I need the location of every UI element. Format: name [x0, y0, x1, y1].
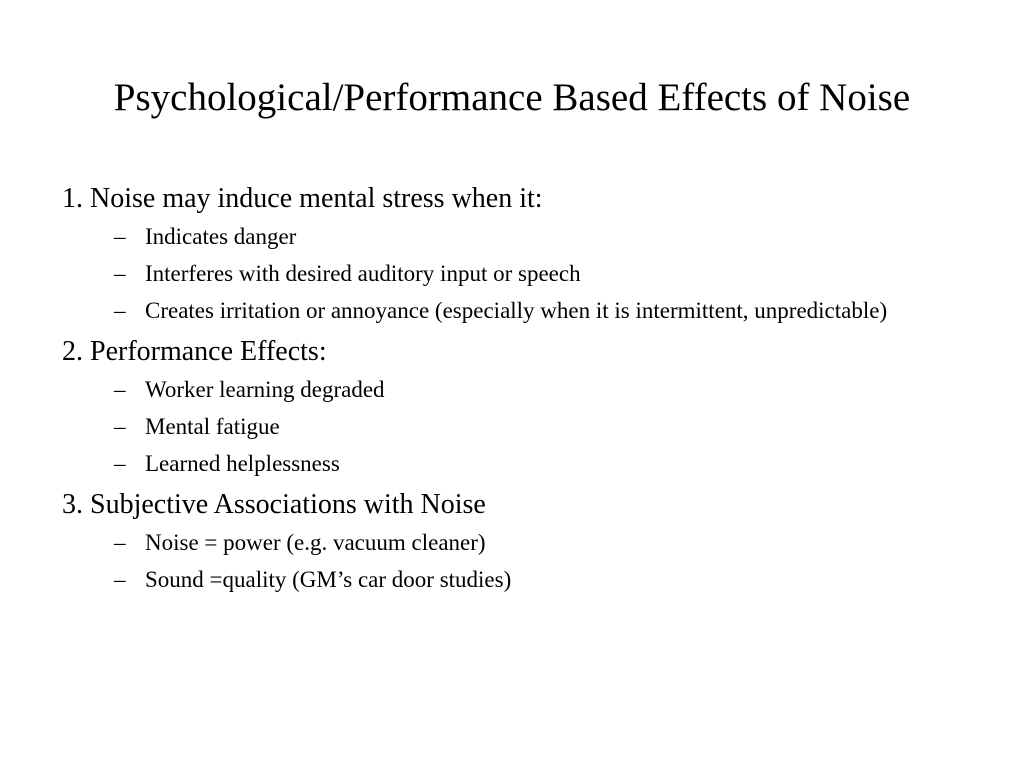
list-item-text: Noise = power (e.g. vacuum cleaner): [145, 530, 486, 555]
dash-bullet-icon: –: [114, 451, 126, 476]
list-item: [114, 296, 905, 325]
list-item: [114, 259, 905, 288]
list-item: [114, 528, 905, 557]
dash-bullet-icon: –: [114, 261, 126, 286]
section-mental-stress: [62, 180, 962, 325]
list-item-text: Learned helplessness: [145, 451, 340, 476]
dash-bullet-icon: –: [114, 224, 126, 249]
sub-list: [62, 528, 962, 594]
list-item: [114, 375, 905, 404]
list-item: [114, 412, 905, 441]
slide-content: [62, 180, 962, 602]
slide-title: Psychological/Performance Based Effects of Noise: [113, 76, 911, 119]
dash-bullet-icon: –: [114, 298, 126, 323]
list-item: [114, 222, 905, 251]
list-item-text: Creates irritation or annoyance (especially when it is intermittent, unpredictable): [145, 298, 888, 323]
sub-list: [62, 222, 962, 325]
sub-list: [62, 375, 962, 478]
dash-bullet-icon: –: [114, 567, 126, 592]
list-item-text: Interferes with desired auditory input or speech: [145, 261, 581, 286]
list-item: [114, 565, 905, 594]
list-item-text: Worker learning degraded: [145, 377, 385, 402]
list-item: [114, 449, 905, 478]
section-heading: 1. Noise may induce mental stress when it:: [62, 183, 543, 214]
section-heading: 3. Subjective Associations with Noise: [62, 489, 486, 520]
list-item-text: Mental fatigue: [145, 414, 280, 439]
list-item-text: Sound =quality (GM’s car door studies): [145, 567, 512, 592]
dash-bullet-icon: –: [114, 377, 126, 402]
list-item-text: Indicates danger: [145, 224, 297, 249]
dash-bullet-icon: –: [114, 414, 126, 439]
dash-bullet-icon: –: [114, 530, 126, 555]
section-performance-effects: [62, 333, 962, 478]
section-heading: 2. Performance Effects:: [62, 336, 327, 367]
section-subjective-associations: [62, 486, 962, 594]
